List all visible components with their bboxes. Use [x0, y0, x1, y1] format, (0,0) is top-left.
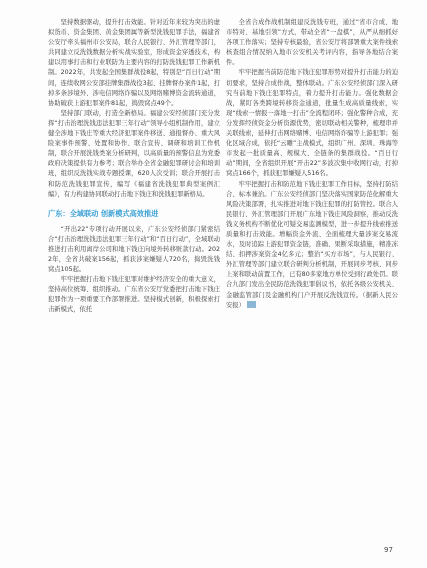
- prevention-text: 牢牢把握打击和防范地下钱庄犯罪工作目标，坚持打防结合、标本兼治。广东公安经侦部门坚决落实国家防范化解重大风险决策部署，扎实推进对地下钱庄犯罪的打防管控。联合人民银行、外汇管理部门开展广东地下钱庄风险洞察，推动反洗钱义务机构不断优化可疑交易监测模型，进一步提升线索推送质量和打击效能。增幅资金外流、全面梳理大量涉案交易流水，及时追踪上游犯罪资金链，准确、果断采取措施，精准冻结、扣押涉案资金4亿多元；整治“买方市场”，与人民银行、外汇管理等部门建立联合研判分析机制，开展同步考核、同步上案和联动前置工作，已有80多家地方单位受到行政处罚。联合九部门发出全民防范洗钱犯罪倡议书，依托各级公安机关、金融监管部门及金融机构门户开展反洗钱宣传。: [226, 180, 398, 299]
- paragraph-guangdong-combined-operations: 全省合成作战机制组建反洗钱专班，通过“省市合成、地市特对、基地引领”方式，带动全省“一盘棋”，从严从细抓好各项工作落实；坚持专核最验，省公安厅将部署重大案件线索核查组合情况纳入地市公安机关考评内容，指导各地结合案件。: [226, 19, 398, 67]
- paragraph-guangdong-prevention: [226, 180, 398, 315]
- paragraph-fujian-data-driven: 坚持数据驱动，提升打击效能。针对近年来较为突出的虚拟货币、资金集团、黄金集团属等新型洗钱犯罪手法，福建省公安厅牵头福州市公安局，联合人民银行、外汇管理等部门，共同建立反洗钱数据分析实战实验室，形成资金穿透技术，构建以用事打击和行业联防为主要内容的打防洗钱犯罪工作新机制。2022年，共发起全国集群战役8起，特别是“百日行动”期间，连续收网公安部挂牌集群战役3起、挂牌督办案件1起，打掉多条涉境外、涉电信网络诈骗以及网络赌博资金流转通道，协助破获上游犯罪案件81起，捣毁窝点49个。: [48, 19, 220, 107]
- end-mark-icon: 图片: [248, 301, 265, 315]
- paragraph-fujian-department-linkage: 坚持部门联动，打造全新格局。福建公安经侦部门充分发挥“打击治理洗钱违法犯罪三年行动”领导小组机制作用，建立健全涉地下钱庄等重大经济犯罪案件移送、通报督办、重大风险案事件预警、处置和协作、联合宣传、调研和培训工作机制，联合开展洗钱类案分析研判，以高质量的预警信息为党委政府决策提供有力参考；联合举办全省金融犯罪研讨会和培训班，组织反洗钱实战专题授课，620人次受训；联合开展打击和防范洗钱犯罪宣传，编写《福建省洗钱犯罪典型案例汇编》，有力构建协同联动打击地下钱庄和洗钱犯罪新格局。: [48, 109, 220, 198]
- right-column: [226, 18, 398, 315]
- paragraph-guangdong-intro: “开出22”专项行动开展以来，广东公安经侦部门紧密结合“打击治理洗钱违法犯罪三年行动”和“百日行动”，全域联动推进打击利用离岸公司和地下钱庄向境外转移赃款行动。2022年，全省共破案156起，抓获涉案嫌疑人720名，捣毁洗钱窝点105起。: [48, 225, 220, 274]
- paragraph-guangdong-capability: 牢牢把握当前防范地下钱庄犯罪形势对提升打击能力的迫切要求，坚持合成作战，整体联动。广东公安经侦部门深入研究当前地下钱庄犯罪特点，着力提升打击能力。强化数据会战，紧盯各类跨境转移资金通道，批量生成高质量线索，实现“线索一情报一落地一打击”全流程闭环；强化警种合成，充分发挥经侦资金分析资源优势，密切联动相关警种，梳理串并关联线索，延伸打击网络赌博、电信网络诈骗等上游犯罪；强化区域合成，依托“云雕”主战模式，组织广州、深圳、珠海等市发起一批质量高、规模大、全链条的集群战役。“百日行动”期间，全省组织开展“开击22”多波次集中收网行动，打掉窝点166个，抓获犯罪嫌疑人516名。: [226, 69, 398, 178]
- left-column: [48, 18, 220, 316]
- source-note: （据新人民公安报）: [226, 291, 398, 309]
- page-number: 97: [384, 546, 393, 554]
- paragraph-guangdong-overall-planning: 牢牢把握打击地下钱庄犯罪对维护经济安全的重大意义，坚持高位统筹、组织推动。广东省公安厅党委把打击地下钱庄犯罪作为一项重要工作部署推进。坚持模式创新，积极探索打击新模式，依托: [48, 276, 220, 314]
- section-heading-guangdong: 广东：全域联动 创新模式高效推进: [48, 208, 159, 218]
